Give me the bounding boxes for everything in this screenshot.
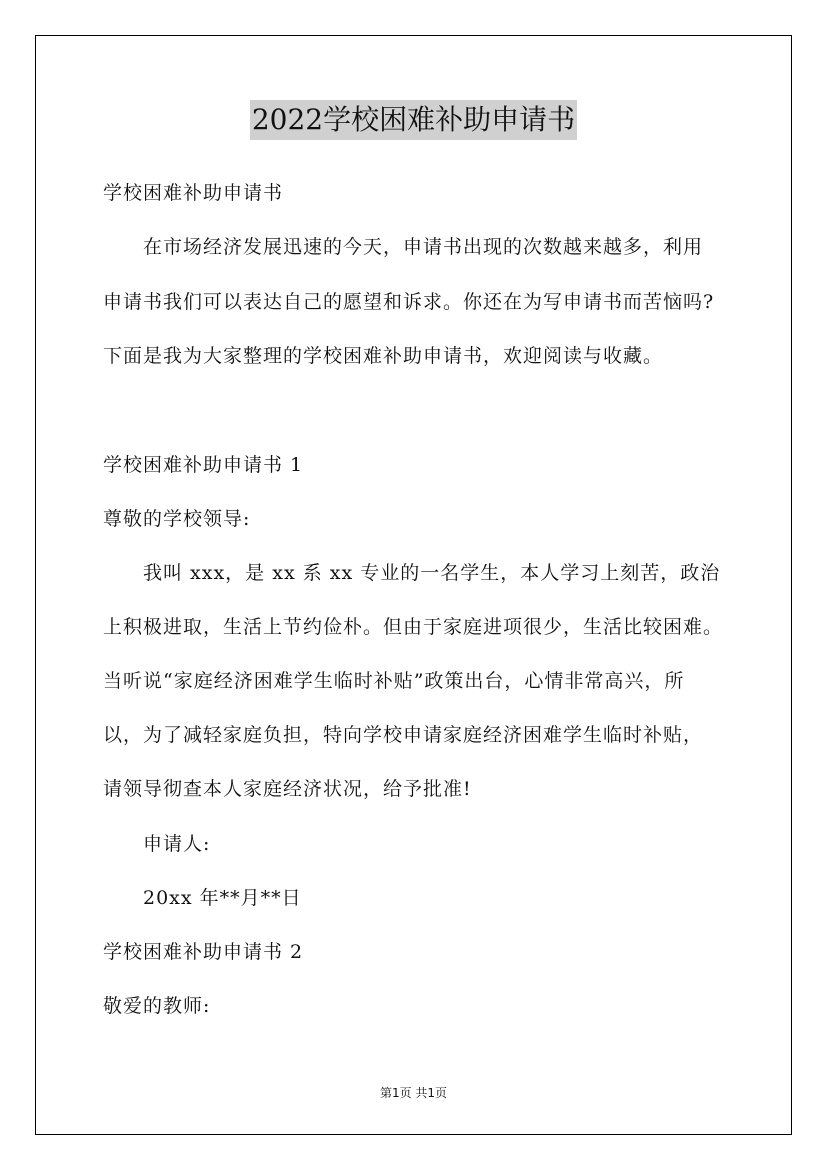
title-container: [0, 100, 827, 140]
page-footer: 第1页 共1页: [379, 1086, 448, 1100]
section1-body-line: 上积极进取，生活上节约俭朴。但由于家庭进项很少，生活比较困难。: [103, 616, 724, 638]
section1-body-line: 当听说“家庭经济困难学生临时补贴”政策出台，心情非常高兴，所: [103, 670, 685, 692]
section1-salutation: 尊敬的学校领导:: [103, 508, 251, 530]
section1-body-line: 以，为了减轻家庭负担，特向学校申请家庭经济困难学生临时补贴，: [103, 724, 704, 746]
document-title: 2022学校困难补助申请书: [250, 100, 577, 140]
applicant-label: 申请人:: [143, 833, 211, 855]
intro-line: 申请书我们可以表达自己的愿望和诉求。你还在为写申请书而苦恼吗?: [103, 291, 715, 313]
section1-body-line: 我叫 xxx，是 xx 系 xx 专业的一名学生，本人学习上刻苦，政治: [143, 562, 721, 584]
section1-body-line: 请领导彻查本人家庭经济状况，给予批准!: [103, 778, 472, 800]
subtitle: 学校困难补助申请书: [103, 182, 284, 204]
section2-salutation: 敬爱的教师:: [103, 995, 211, 1017]
intro-line: 下面是我为大家整理的学校困难补助申请书，欢迎阅读与收藏。: [103, 345, 664, 367]
section1-heading: 学校困难补助申请书 1: [103, 454, 304, 476]
intro-line: 在市场经济发展迅速的今天，申请书出现的次数越来越多，利用: [143, 236, 704, 258]
section2-heading: 学校困难补助申请书 2: [103, 941, 304, 963]
application-date: 20xx 年**月**日: [143, 887, 302, 909]
